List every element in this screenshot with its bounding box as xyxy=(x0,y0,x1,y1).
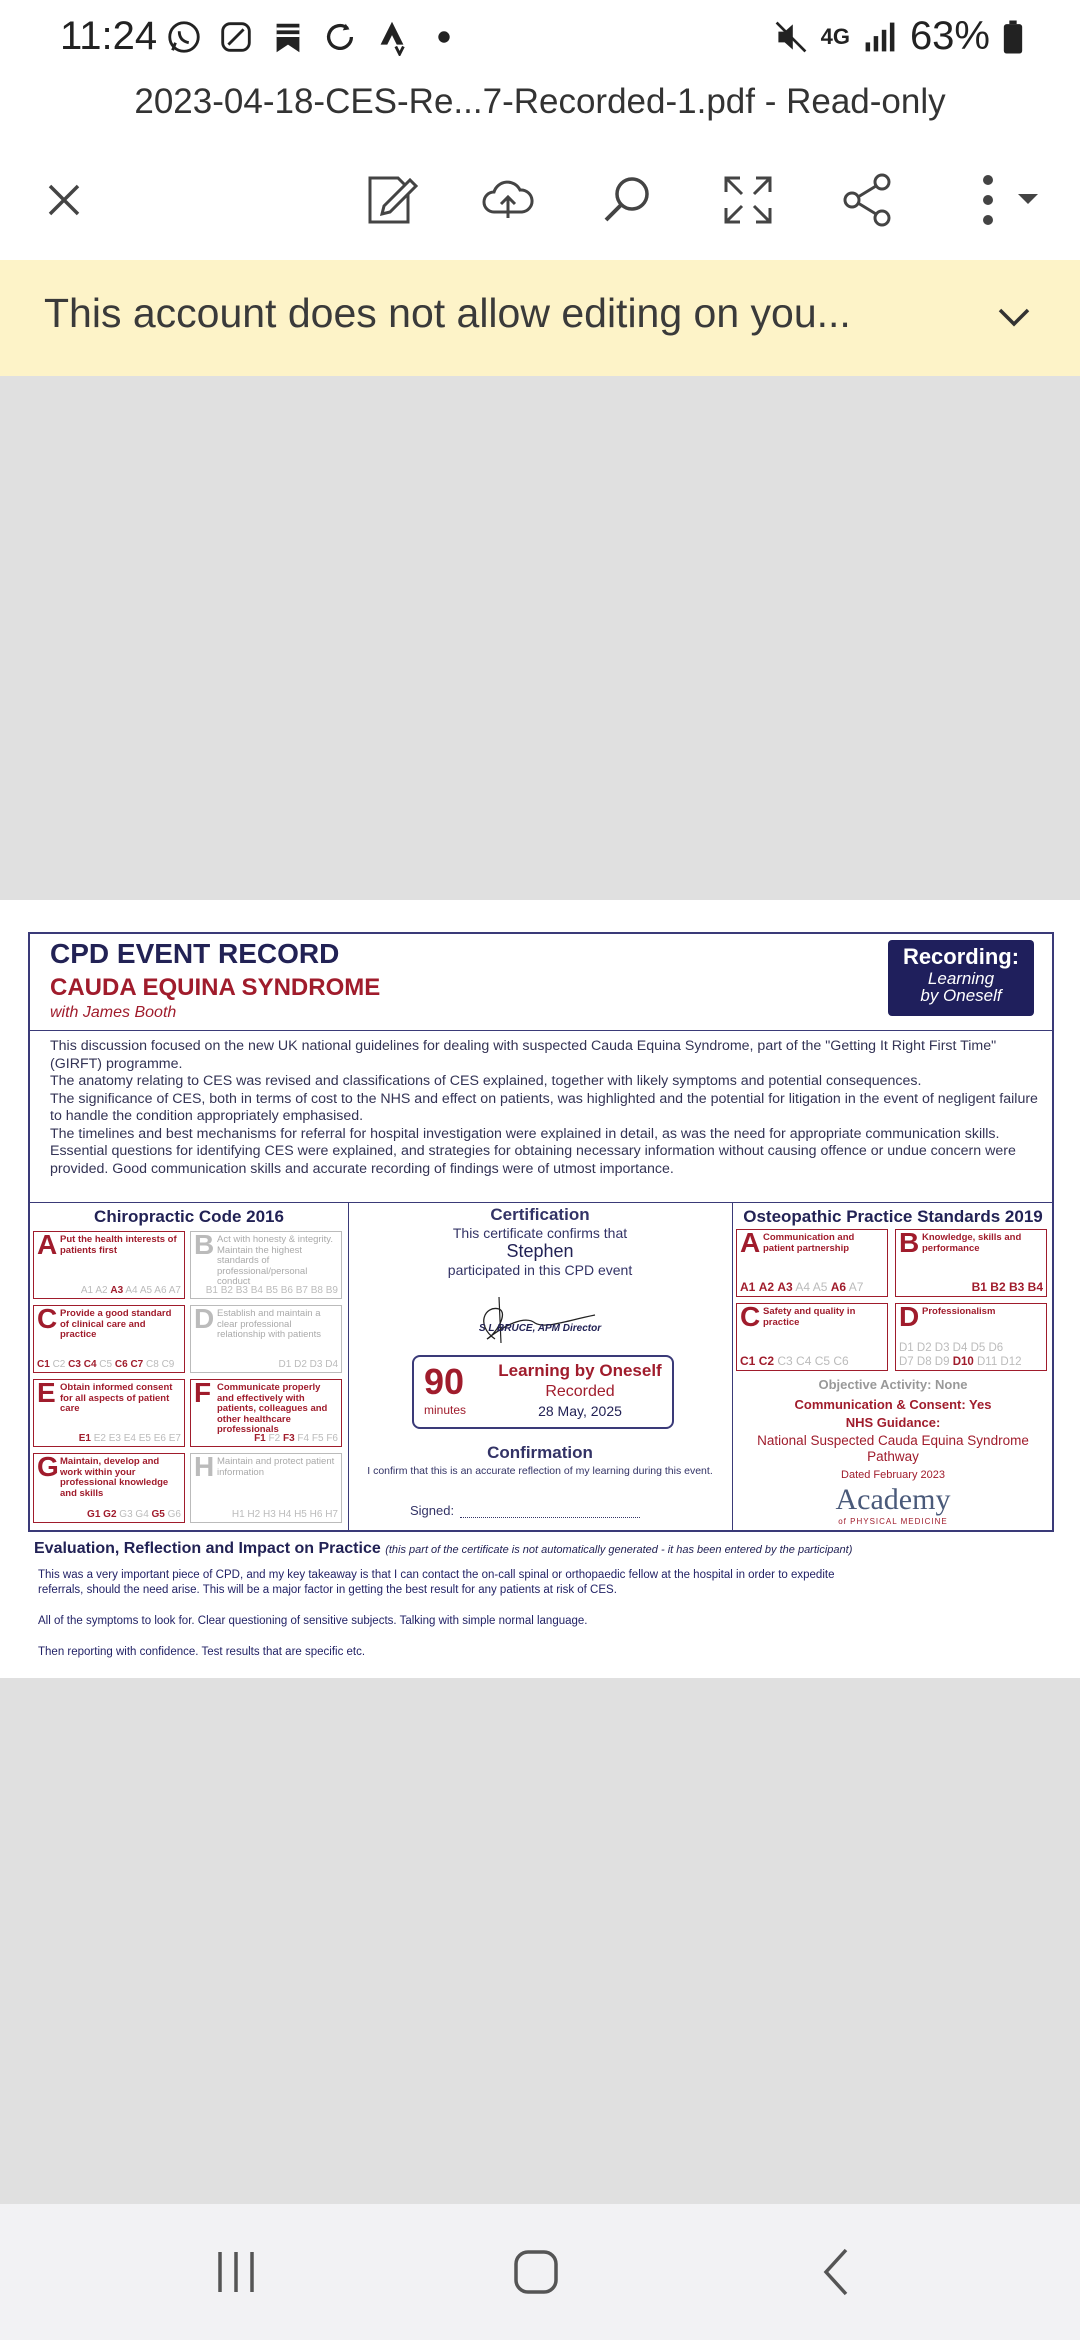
upload-button[interactable] xyxy=(468,160,548,240)
standard-codes: B1 B2 B3 B4 B5 B6 B7 B8 B9 xyxy=(205,1285,338,1296)
chevron-down-icon[interactable] xyxy=(984,288,1044,348)
standard-text: Knowledge, skills and performance xyxy=(922,1232,1022,1254)
certificate-header xyxy=(30,934,1052,1031)
badge-line3: by Oneself xyxy=(920,986,1002,1005)
app-icon xyxy=(217,18,255,56)
document-title: 2023-04-18-CES-Re...7-Recorded-1.pdf - Read-only xyxy=(134,82,946,121)
standard-letter: A xyxy=(37,1229,58,1260)
certificate-title: CPD EVENT RECORD xyxy=(50,938,340,969)
battery-icon xyxy=(1002,18,1024,56)
standard-letter: A xyxy=(740,1227,761,1258)
fullscreen-button[interactable] xyxy=(708,160,788,240)
standard-text: Professionalism xyxy=(922,1306,996,1317)
standard-text: Put the health interests of patients first xyxy=(60,1234,177,1256)
standard-codes: D1 D2 D3 D4 xyxy=(278,1359,338,1370)
chiro-standard-h xyxy=(190,1453,342,1523)
evaluation-paragraph: Then reporting with confidence. Test results that are specific etc. xyxy=(38,1646,366,1658)
share-icon xyxy=(838,170,898,230)
title-bar xyxy=(0,80,1080,260)
certification-column xyxy=(350,1203,730,1531)
osteopathic-column xyxy=(732,1203,1053,1531)
evaluation-note-post: automatically generated - it has been entered by the participant) xyxy=(538,1544,853,1556)
status-time: 11:24 xyxy=(60,14,158,58)
standard-letter: H xyxy=(194,1451,215,1482)
standard-codes: D7 D8 D9 D10 D11 D12 xyxy=(899,1356,1022,1368)
standard-letter: F xyxy=(194,1377,212,1408)
battery-percent: 63% xyxy=(909,14,990,58)
standard-codes: E1 E2 E3 E4 E5 E6 E7 xyxy=(78,1433,181,1444)
guidance-date: Dated February 2023 xyxy=(841,1469,945,1481)
standard-codes: A1 A2 A3 A4 A5 A6 A7 xyxy=(80,1285,181,1296)
read-only-banner[interactable] xyxy=(0,260,1080,376)
standard-codes: A1 A2 A3 A4 A5 A6 A7 xyxy=(740,1280,864,1294)
evaluation-heading xyxy=(34,1540,852,1558)
whatsapp-icon xyxy=(165,18,203,56)
nhs-guidance: National Suspected Cauda Equina Syndrome Pathway xyxy=(757,1433,1029,1464)
evaluation-note-bold: not xyxy=(522,1544,539,1556)
description-paragraph: The anatomy relating to CES was revised and classifications of CES explained, together with likely symptoms and potential consequences. xyxy=(50,1073,922,1089)
recorded-date: 28 May, 2025 xyxy=(538,1403,622,1419)
chiro-standard-d xyxy=(190,1305,342,1373)
standard-text: Establish and maintain a clear professional relationship with patients xyxy=(217,1308,322,1340)
chiropractic-column xyxy=(30,1203,349,1531)
recents-icon[interactable] xyxy=(206,2242,266,2302)
bookmark-icon xyxy=(269,18,307,56)
participant-name: Stephen xyxy=(506,1241,574,1261)
signal-icon xyxy=(862,19,898,55)
strava-icon xyxy=(373,18,411,56)
home-icon[interactable] xyxy=(506,2242,566,2302)
fullscreen-icon xyxy=(718,170,778,230)
standard-letter: B xyxy=(899,1227,920,1258)
standard-codes: H1 H2 H3 H4 H5 H6 H7 xyxy=(231,1509,338,1520)
navigation-bar xyxy=(0,2204,1080,2340)
chiro-heading: Chiropractic Code 2016 xyxy=(94,1207,284,1226)
minutes-label: minutes xyxy=(424,1403,467,1417)
share-button[interactable] xyxy=(828,160,908,240)
chiro-standard-f xyxy=(190,1379,342,1447)
evaluation-paragraph: This was a very important piece of CPD, and my key takeaway is that I can contact the on-call spinal or orthopaedic fellow at the hospital in order to expedite referrals, should the need arise. This will be a major factor in getting the best result for any patients at risk of CES. xyxy=(38,1569,835,1596)
close-icon xyxy=(34,170,94,230)
edit-icon xyxy=(360,170,420,230)
osteo-standard-a xyxy=(736,1229,888,1297)
certification-line1: This certificate confirms that xyxy=(452,1225,628,1241)
description-paragraph: This discussion focused on the new UK national guidelines for dealing with suspected Cauda Equina Syndrome, part of the "Getting It Right First Time" (GIRFT) programme. xyxy=(50,1038,997,1072)
description-paragraph: The timelines and best mechanisms for referral for hospital investigation were explained in detail, as was the need for appropriate communication skills. Essential questions for identifying CES were explained, and strategies for obtaining necessary information without causing offence or undue concern were provided. Good communication skills and accurate recording of findings were of utmost importance. xyxy=(50,1125,1016,1177)
search-button[interactable] xyxy=(588,160,668,240)
recorded-box xyxy=(412,1355,674,1429)
back-icon[interactable] xyxy=(808,2242,868,2302)
signed-label: Signed: xyxy=(410,1503,455,1518)
communication-consent: Communication & Consent: Yes xyxy=(794,1397,992,1412)
standard-codes: B1 B2 B3 B4 xyxy=(971,1280,1043,1294)
standard-codes: G1 G2 G3 G4 G5 G6 xyxy=(87,1509,181,1520)
notification-icons xyxy=(165,18,463,56)
badge-line1: Recording: xyxy=(902,944,1020,969)
sync-icon xyxy=(321,18,359,56)
cloud-upload-icon xyxy=(478,170,538,230)
standard-text: Provide a good standard of clinical care and practice xyxy=(60,1308,172,1340)
dot-icon xyxy=(425,18,463,56)
standard-letter: C xyxy=(740,1301,761,1332)
standard-codes: F1 F2 F3 F4 F5 F6 xyxy=(254,1433,338,1444)
standards-grid xyxy=(30,1202,1052,1531)
confirmation-text: I confirm that this is an accurate reflection of my learning during this event. xyxy=(367,1465,713,1477)
learning-method: Learning by Oneself xyxy=(498,1361,662,1380)
network-type: 4G xyxy=(820,23,850,49)
search-icon xyxy=(598,170,658,230)
standard-letter: E xyxy=(37,1377,56,1408)
evaluation-paragraph: All of the symptoms to look for. Clear questioning of sensitive subjects. Talking with simple normal language. xyxy=(38,1615,588,1627)
standard-text: Maintain and protect patient information xyxy=(217,1456,335,1478)
description-paragraph: The significance of CES, both in terms of cost to the NHS and effect on patients, was highlighted and the potential for litigation in the event of negligent failure to handle the condition appropriately emphasised. xyxy=(50,1090,1038,1124)
standard-text: Obtain informed consent for all aspects of patient care xyxy=(60,1382,173,1414)
banner-message: This account does not allow editing on you... xyxy=(44,290,851,336)
status-right xyxy=(773,14,1024,59)
description xyxy=(50,1038,1040,1178)
standard-text: Act with honesty & integrity. Maintain the highest standards of professional/personal conduct xyxy=(217,1234,333,1287)
standard-codes: C1 C2 C3 C4 C5 C6 C7 C8 C9 xyxy=(37,1359,175,1370)
badge-line2: Learning xyxy=(927,969,995,988)
signature-line xyxy=(460,1517,640,1518)
standard-codes: C1 C2 C3 C4 C5 C6 xyxy=(740,1354,849,1368)
standard-letter: B xyxy=(194,1229,215,1260)
certification-line2: participated in this CPD event xyxy=(447,1262,633,1278)
standard-text: Safety and quality in practice xyxy=(763,1306,856,1328)
mute-icon xyxy=(773,19,809,55)
certificate xyxy=(28,932,1054,1532)
nhs-heading: NHS Guidance: xyxy=(845,1415,941,1430)
osteo-heading: Osteopathic Practice Standards 2019 xyxy=(743,1207,1043,1226)
presenter: with James Booth xyxy=(50,1004,177,1021)
standard-codes: D1 D2 D3 D4 D5 D6 xyxy=(899,1342,1004,1354)
chiro-standard-a xyxy=(33,1231,185,1299)
evaluation-body xyxy=(38,1568,858,1676)
evaluation-title: Evaluation, Reflection and Impact on Practice xyxy=(34,1540,381,1557)
academy-logo: Academy xyxy=(835,1483,951,1516)
status-bar xyxy=(0,0,1080,80)
close-button[interactable] xyxy=(24,160,104,240)
standard-letter: D xyxy=(194,1303,215,1334)
standard-text: Maintain, develop and work within your professional knowledge and skills xyxy=(60,1456,169,1499)
chiro-standard-b xyxy=(190,1231,342,1299)
more-button[interactable] xyxy=(948,160,1058,240)
standard-letter: G xyxy=(37,1451,59,1482)
recording-badge xyxy=(888,940,1034,1016)
edit-button[interactable] xyxy=(350,160,430,240)
osteo-standard-d xyxy=(895,1303,1047,1371)
evaluation-note-pre: (this part of the certificate is xyxy=(385,1544,523,1556)
chiro-standard-g xyxy=(33,1453,185,1523)
pdf-page[interactable] xyxy=(0,900,1080,1678)
minutes-value: 90 xyxy=(424,1361,465,1402)
academy-subtitle: of PHYSICAL MEDICINE xyxy=(838,1517,948,1526)
standard-text: Communication and patient partnership xyxy=(763,1232,855,1254)
chiro-standard-e xyxy=(33,1379,185,1447)
osteo-standard-c xyxy=(736,1303,888,1371)
signature xyxy=(465,1295,605,1345)
confirmation-heading: Confirmation xyxy=(487,1443,593,1462)
certificate-subtitle: CAUDA EQUINA SYNDROME xyxy=(50,974,381,1001)
recorded-status: Recorded xyxy=(545,1383,615,1400)
standard-text: Communicate properly and effectively with patients, colleagues and other healthcare professionals xyxy=(217,1382,328,1435)
objective-activity: Objective Activity: None xyxy=(818,1377,968,1392)
standard-letter: D xyxy=(899,1301,920,1332)
signatory: S L BRUCE, APM Director xyxy=(478,1323,602,1334)
osteo-standard-b xyxy=(895,1229,1047,1297)
chiro-standard-c xyxy=(33,1305,185,1373)
more-icon xyxy=(958,170,1048,230)
certification-heading: Certification xyxy=(490,1205,590,1224)
standard-letter: C xyxy=(37,1303,58,1334)
